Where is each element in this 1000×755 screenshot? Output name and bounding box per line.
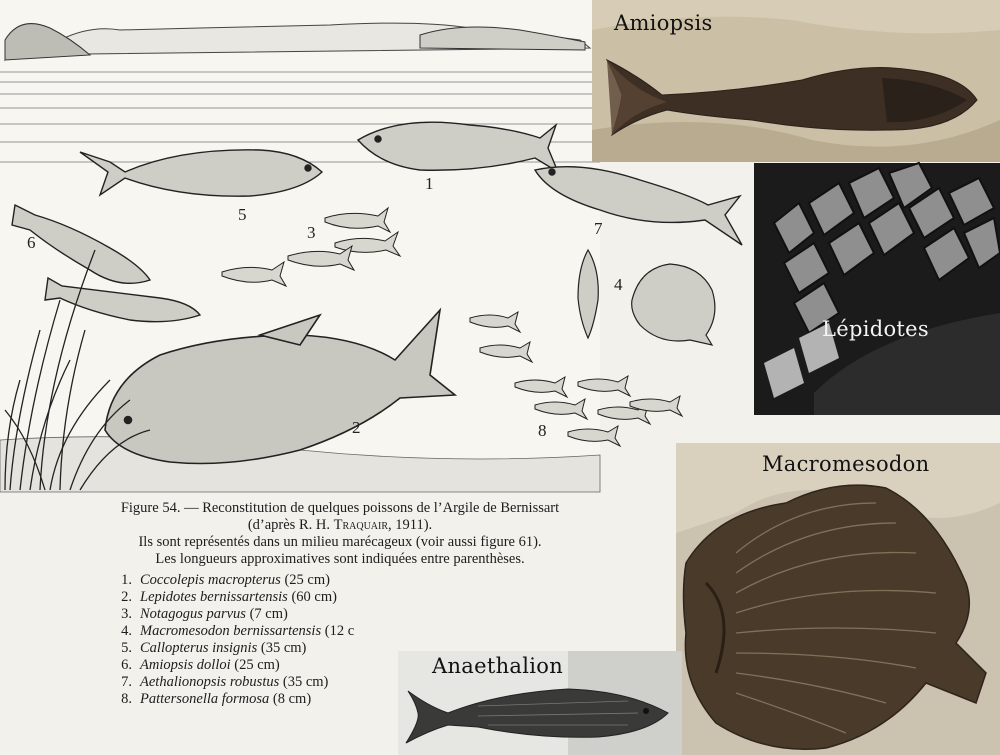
- amiopsis-fossil-photo: [592, 0, 1000, 162]
- species-item: [110, 623, 620, 640]
- illustration-drawing: [0, 0, 623, 492]
- lepidotes-fossil-image: [754, 163, 1000, 415]
- lepidotes-label: Lépidotes: [822, 317, 929, 341]
- fish-number-1: 1: [425, 174, 434, 193]
- fish-number-3: 3: [307, 223, 316, 242]
- species-size: (7 cm): [249, 606, 288, 622]
- species-number: 6.: [121, 657, 132, 673]
- fish-5: [80, 150, 322, 196]
- fish-number-8: 8: [538, 421, 547, 440]
- species-item: [110, 606, 620, 623]
- species-size: (25 cm): [284, 572, 330, 588]
- species-name: Lepidotes bernissartensis: [140, 589, 288, 605]
- fish-number-2: 2: [352, 418, 361, 437]
- species-name: Amiopsis dolloi: [140, 657, 231, 673]
- fish-7: [535, 167, 742, 245]
- species-number: 8.: [121, 691, 132, 707]
- species-number: 3.: [121, 606, 132, 622]
- species-size: (12 c: [324, 623, 355, 639]
- fish-number-6: 6: [27, 233, 36, 252]
- species-name: Callopterus insignis: [140, 640, 258, 656]
- macromesodon-fossil-image: [676, 443, 1000, 755]
- species-number: 1.: [121, 572, 132, 588]
- caption-source-suffix: , 1911).: [388, 517, 433, 533]
- caption-figure-line: Figure 54. — Reconstitution de quelques poissons de l’Argile de Bernissart: [120, 500, 560, 516]
- fish-reconstruction-illustration: [0, 0, 623, 492]
- species-number: 4.: [121, 623, 132, 639]
- species-item: [110, 572, 620, 589]
- species-name: Notagogus parvus: [140, 606, 246, 622]
- lepidotes-fossil-photo: [754, 163, 1000, 415]
- caption-source-line: [60, 517, 620, 534]
- caption-lengths-line: Les longueurs approximatives sont indiquées entre parenthèses.: [155, 551, 525, 567]
- fish-number-7: 7: [594, 219, 603, 238]
- species-number: 7.: [121, 674, 132, 690]
- fish-4: [578, 250, 715, 345]
- anaethalion-label: Anaethalion: [432, 654, 564, 678]
- anaethalion-fossil-photo: [398, 651, 682, 755]
- species-size: (8 cm): [272, 691, 312, 707]
- macromesodon-label: Macromesodon: [762, 452, 930, 476]
- caption-source-author: Traquair: [333, 517, 389, 533]
- species-name: Pattersonella formosa: [140, 691, 270, 707]
- species-name: Aethalionopsis robustus: [140, 674, 280, 690]
- species-name: Macromesodon bernissartensis: [140, 623, 322, 639]
- fish-1: [358, 122, 558, 172]
- fish-number-5: 5: [238, 205, 247, 224]
- fish-3: [222, 208, 400, 286]
- amiopsis-label: Amiopsis: [614, 11, 713, 35]
- species-size: (35 cm): [260, 640, 307, 656]
- species-size: (25 cm): [234, 657, 280, 673]
- macromesodon-fossil-photo: [676, 443, 1000, 755]
- fish-number-4: 4: [614, 275, 623, 294]
- caption-environment-line: Ils sont représentés dans un milieu marécageux (voir aussi figure 61).: [138, 534, 542, 550]
- species-number: 5.: [121, 640, 132, 656]
- fish-2: [105, 310, 455, 464]
- species-size: (60 cm): [291, 589, 337, 605]
- species-number: 2.: [121, 589, 132, 605]
- species-name: Coccolepis macropterus: [140, 572, 281, 588]
- species-item: [110, 589, 620, 606]
- species-size: (35 cm): [282, 674, 329, 690]
- fish-6: [12, 205, 200, 322]
- caption-source-prefix: (d’après R. H.: [247, 517, 334, 533]
